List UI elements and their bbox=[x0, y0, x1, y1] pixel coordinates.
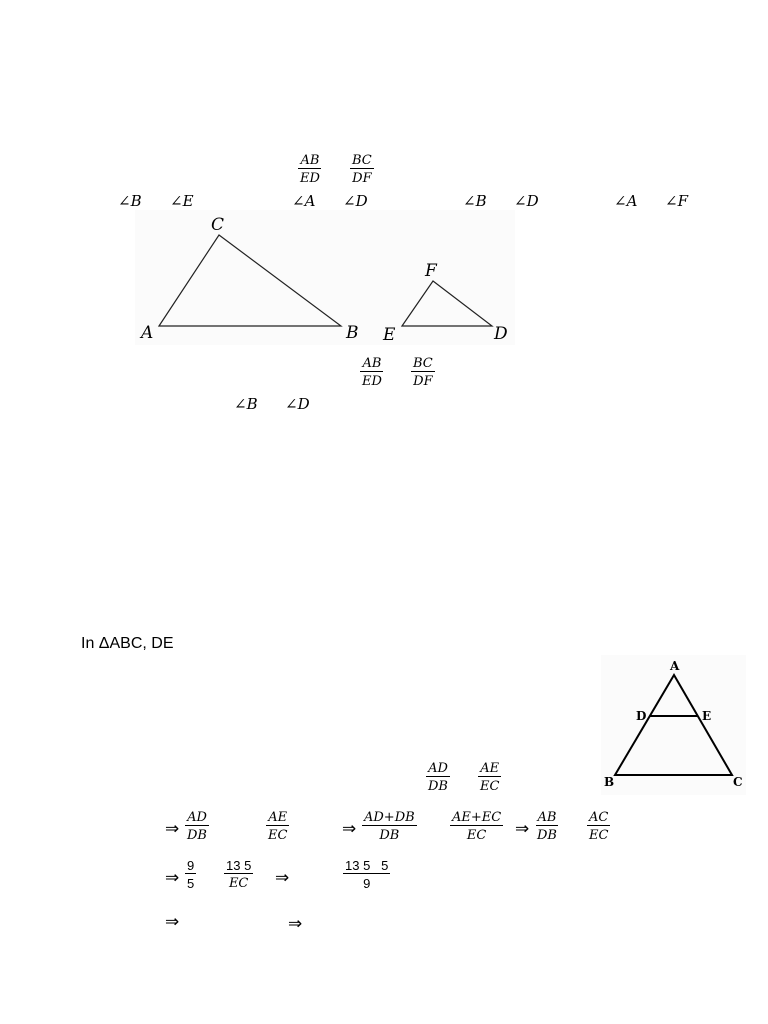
vertex-label-c: C bbox=[211, 215, 225, 235]
angle-label: ∠B bbox=[234, 395, 258, 413]
numerator: AC bbox=[589, 810, 609, 825]
angle-label: ∠A bbox=[614, 192, 638, 210]
ratio-ab-ed-mid bbox=[360, 356, 384, 389]
similar-triangles-figure bbox=[135, 210, 515, 345]
ratio-denominator: EC bbox=[480, 779, 500, 794]
ratio-denominator: DF bbox=[352, 171, 372, 186]
fraction-ac-ec bbox=[587, 810, 610, 843]
implies-arrow: ⇒ bbox=[288, 914, 303, 934]
numerator: 13 5 bbox=[226, 858, 252, 873]
ratio-ad-db-given bbox=[426, 761, 450, 794]
vertex-label-a: A bbox=[670, 659, 680, 673]
ratio-numerator: BC bbox=[352, 153, 372, 168]
ratio-bc-df-mid bbox=[411, 356, 435, 389]
angle-label: ∠F bbox=[665, 192, 688, 210]
numerator: AE+EC bbox=[452, 810, 502, 825]
ratio-numerator: AB bbox=[362, 356, 382, 371]
ratio-numerator: AD bbox=[428, 761, 448, 776]
fraction-ab-db bbox=[535, 810, 559, 843]
vertex-label-a: A bbox=[141, 323, 154, 343]
numerator: AD bbox=[187, 810, 207, 825]
vertex-label-b: B bbox=[604, 775, 615, 789]
denominator: EC bbox=[589, 828, 609, 843]
implies-arrow: ⇒ bbox=[165, 819, 180, 839]
numerator: AB bbox=[537, 810, 557, 825]
ratio-numerator: BC bbox=[413, 356, 433, 371]
angle-label: ∠B bbox=[463, 192, 487, 210]
denominator: EC bbox=[268, 828, 288, 843]
denominator: EC bbox=[466, 828, 487, 843]
fraction-9-over-5 bbox=[185, 858, 196, 891]
ratio-denominator: ED bbox=[300, 171, 320, 186]
intro-text: In ΔABC, DE bbox=[81, 635, 174, 652]
implies-arrow: ⇒ bbox=[275, 868, 290, 888]
ratio-ab-ed-top bbox=[298, 153, 322, 186]
fraction-135-over-ec bbox=[224, 858, 253, 891]
numerator: 9 bbox=[187, 858, 195, 873]
vertex-label-b: B bbox=[346, 323, 359, 343]
ratio-denominator: DB bbox=[428, 779, 448, 794]
denominator: EC bbox=[228, 876, 249, 891]
numerator: 13 5 5 bbox=[345, 858, 389, 873]
denominator: DB bbox=[537, 828, 557, 843]
fraction-ae-plus-ec bbox=[450, 810, 503, 843]
angle-label: ∠E bbox=[170, 192, 194, 210]
implies-arrow: ⇒ bbox=[165, 868, 180, 888]
fraction-ad-plus-db bbox=[362, 810, 417, 843]
vertex-label-c: C bbox=[733, 775, 743, 789]
vertex-label-e: E bbox=[383, 325, 396, 345]
vertex-label-e: E bbox=[702, 709, 712, 723]
angle-label: ∠D bbox=[514, 192, 539, 210]
numerator: AE bbox=[268, 810, 288, 825]
vertex-label-f: F bbox=[425, 261, 437, 281]
denominator: DB bbox=[187, 828, 207, 843]
ratio-denominator: DF bbox=[413, 374, 433, 389]
angle-label: ∠B bbox=[118, 192, 142, 210]
implies-arrow: ⇒ bbox=[165, 912, 180, 932]
ratio-denominator: ED bbox=[362, 374, 382, 389]
triangle-de-parallel-bc-figure bbox=[601, 655, 746, 795]
vertex-label-d: D bbox=[636, 709, 647, 723]
ratio-ae-ec-given bbox=[478, 761, 501, 794]
implies-arrow: ⇒ bbox=[515, 819, 530, 839]
fraction-ad-db bbox=[185, 810, 209, 843]
ratio-numerator: AB bbox=[300, 153, 320, 168]
fraction-result bbox=[343, 858, 390, 891]
angle-label: ∠D bbox=[285, 395, 310, 413]
ratio-bc-df-top bbox=[350, 153, 374, 186]
denominator: 5 bbox=[187, 876, 195, 891]
numerator: AD+DB bbox=[364, 810, 415, 825]
angle-label: ∠A bbox=[292, 192, 316, 210]
denominator: DB bbox=[379, 828, 400, 843]
angle-label: ∠D bbox=[343, 192, 368, 210]
fraction-ae-ec bbox=[266, 810, 289, 843]
implies-arrow: ⇒ bbox=[342, 819, 357, 839]
denominator: 9 bbox=[363, 876, 371, 891]
ratio-numerator: AE bbox=[480, 761, 500, 776]
vertex-label-d: D bbox=[494, 324, 508, 344]
